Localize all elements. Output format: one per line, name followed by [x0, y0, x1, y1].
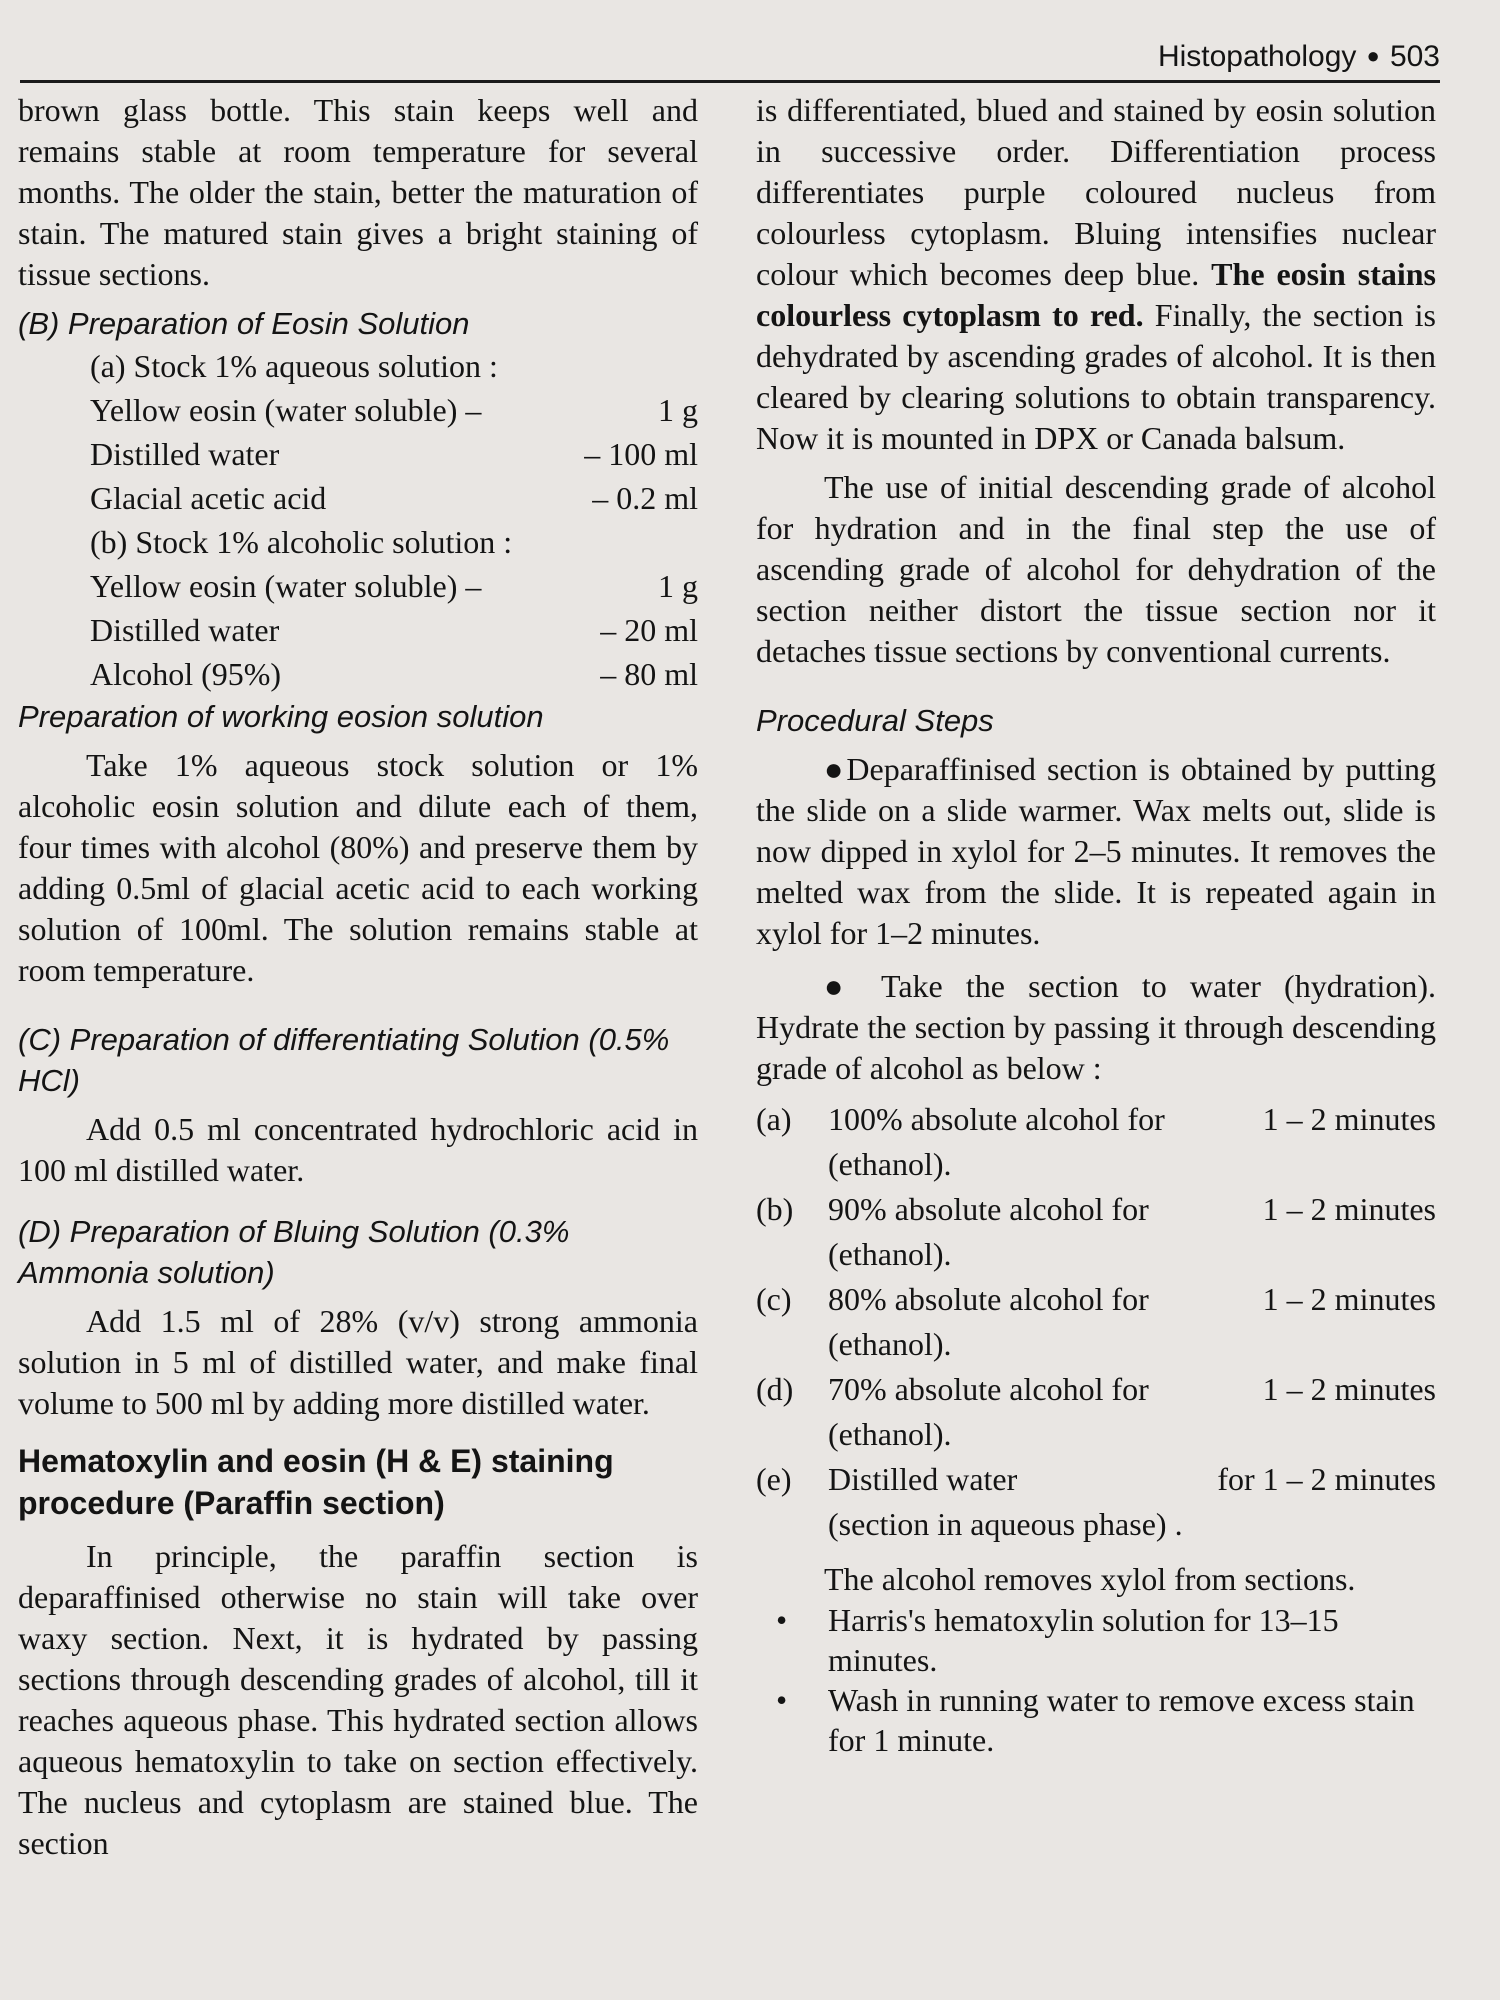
bullet-icon: •: [776, 1682, 788, 1718]
deparaffinise-step: ●Deparaffinised section is obtained by putting the slide on a slide warmer. Wax melts out, slide is now dipped in xylol for 2–5 minutes. It removes the melted wax from the slide. It is repeated again in xylol for 1–2 minutes.: [756, 751, 1436, 951]
page-header: [20, 30, 1440, 83]
list-item: (c) 80% absolute alcohol for 1 – 2 minutes (ethanol).: [756, 1281, 1436, 1362]
recipe-row: Glacial acetic acid – 0.2 ml: [90, 480, 698, 516]
stock-aqueous-title: (a) Stock 1% aqueous solution :: [90, 348, 498, 384]
list-item: • Wash in running water to remove excess stain for 1 minute.: [756, 1680, 1436, 1760]
heading-working-eosin: Preparation of working eosion solution: [18, 699, 544, 734]
eosin-emphasis: The eosin stains colourless cytoplasm to red.: [756, 256, 1437, 333]
heading-he-staining: Hematoxylin and eosin (H & E) staining procedure (Paraffin section): [18, 1443, 614, 1521]
process-paragraph: is differentiated, blued and stained by eosin solution in successive order. Differentiation process differentiates purple coloured nucleus from colourless cytoplasm. Bluing intensifies nuclear colour which becomes deep blue. The eosin stains colourless cytoplasm to red. Finally, the section is dehydrated by ascending grades of alcohol. It is then cleared by clearing solutions to obtain transparency. Now it is mounted in DPX or Canada balsum.: [756, 92, 1437, 456]
xylol-removal-note: The alcohol removes xylol from sections.: [824, 1561, 1356, 1597]
intro-paragraph: brown glass bottle. This stain keeps well and remains stable at room temperature for several months. The older the stain, better the maturation of stain. The matured stain gives a bright staining of tissue sections.: [18, 92, 698, 292]
recipe-row: Distilled water – 100 ml: [90, 436, 698, 472]
recipe-row: Yellow eosin (water soluble) – 1 g: [90, 392, 698, 428]
recipe-row: Yellow eosin (water soluble) – 1 g: [90, 568, 698, 604]
working-eosin-paragraph: Take 1% aqueous stock solution or 1% alcoholic eosin solution and dilute each of them, four times with alcohol (80%) and preserve them by adding 0.5ml of glacial acetic acid to each working solution of 100ml. The solution remains stable at room temperature.: [18, 747, 698, 988]
list-item: (e) Distilled water for 1 – 2 minutes (section in aqueous phase) .: [756, 1461, 1436, 1542]
list-item: • Harris's hematoxylin solution for 13–15 minutes.: [756, 1600, 1436, 1680]
recipe-row: Distilled water – 20 ml: [90, 612, 698, 648]
running-head: [1158, 40, 1440, 74]
heading-procedural-steps: Procedural Steps: [756, 703, 994, 738]
he-principle-paragraph: In principle, the paraffin section is deparaffinised otherwise no stain will take over waxy section. Next, it is hydrated by passing sections through descending grades of alcohol, till it reaches aqueous phase. This hydrated section allows aqueous hematoxylin to take on section effectively. The nucleus and cytoplasm are stained blue. The section: [18, 1538, 698, 1861]
list-item: (b) 90% absolute alcohol for 1 – 2 minutes (ethanol).: [756, 1191, 1436, 1272]
alcohol-grade-paragraph: The use of initial descending grade of alcohol for hydration and in the final step the use of ascending grade of alcohol for dehydration of the section neither distort the tissue section nor it detaches tissue sections by conventional currents.: [756, 469, 1436, 669]
right-column: [756, 90, 1436, 1760]
hydration-grade-list: [756, 1097, 1436, 1547]
staining-bullet-list: [756, 1600, 1436, 1760]
section-title: Histopathology: [1157, 40, 1357, 73]
heading-bluing-solution: (D) Preparation of Bluing Solution (0.3% Ammonia solution): [18, 1214, 570, 1290]
list-item: (d) 70% absolute alcohol for 1 – 2 minutes (ethanol).: [756, 1371, 1436, 1452]
bullet-separator: ●: [1360, 43, 1386, 68]
heading-differentiating-solution: (C) Preparation of differentiating Solution (0.5% HCl): [18, 1022, 670, 1098]
list-item: (a) 100% absolute alcohol for 1 – 2 minutes (ethanol).: [756, 1101, 1436, 1182]
recipe-row: Alcohol (95%) – 80 ml: [90, 656, 698, 692]
hydration-step: ● Take the section to water (hydration). Hydrate the section by passing it through descending grade of alcohol as below :: [756, 968, 1436, 1086]
page-number: 503: [1389, 40, 1440, 73]
left-column: [18, 90, 698, 1864]
bullet-icon: •: [776, 1602, 788, 1638]
eosin-recipe: [18, 344, 698, 696]
bluing-paragraph: Add 1.5 ml of 28% (v/v) strong ammonia solution in 5 ml of distilled water, and make final volume to 500 ml by adding more distilled water.: [18, 1303, 698, 1421]
stock-alcoholic-title: (b) Stock 1% alcoholic solution :: [90, 524, 513, 560]
heading-eosin-solution: (B) Preparation of Eosin Solution: [18, 306, 470, 341]
differentiating-paragraph: Add 0.5 ml concentrated hydrochloric acid in 100 ml distilled water.: [18, 1111, 698, 1188]
